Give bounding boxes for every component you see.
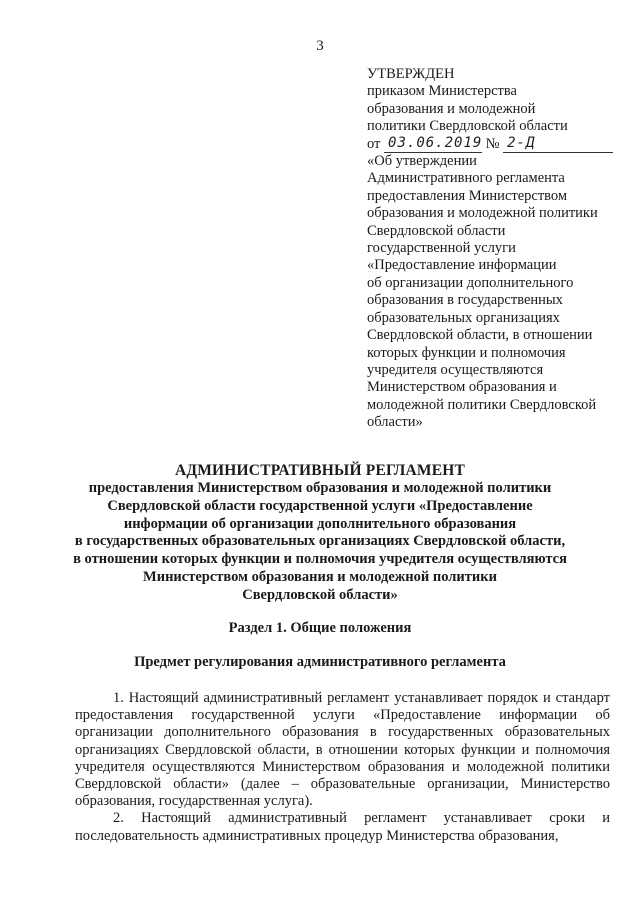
document-subtitle-line: Свердловской области государственной услуги «Предоставление xyxy=(107,497,533,514)
subject-heading: Предмет регулирования административного регламента xyxy=(134,654,506,670)
order-number-field xyxy=(503,134,613,153)
approval-line: Свердловской области, в отношении xyxy=(367,327,593,344)
approval-line: Министерством образования и xyxy=(367,379,557,396)
order-date-handwritten: 03.06.2019 xyxy=(388,134,483,151)
approval-line: об организации дополнительного xyxy=(367,274,574,291)
approval-line: предоставления Министерством xyxy=(367,187,568,204)
order-date-number-row xyxy=(367,136,629,153)
approval-line: которых функции и полномочия xyxy=(367,344,566,361)
document-subtitle-line: в отношении которых функции и полномочия учредителя осуществляются xyxy=(73,551,567,568)
approval-line: «Предоставление информации xyxy=(367,257,557,274)
approval-stamp xyxy=(367,66,629,432)
number-prefix: № xyxy=(485,135,500,152)
body-text xyxy=(75,690,610,845)
page-number: 3 xyxy=(316,38,324,54)
document-title: АДМИНИСТРАТИВНЫЙ РЕГЛАМЕНТ xyxy=(174,462,466,479)
paragraph: 2. Настоящий административный регламент устанавливает сроки и последовательность административных процедур Министерства образования, xyxy=(75,810,610,844)
document-subtitle-line: в государственных образовательных организациях Свердловской области, xyxy=(74,533,566,550)
approval-line: образования в государственных xyxy=(367,292,563,309)
approval-line: «Об утверждении xyxy=(367,153,477,170)
approval-line: Свердловской области xyxy=(367,222,506,239)
approval-line: области» xyxy=(367,414,423,431)
document-subtitle-line: предоставления Министерством образования и молодежной политики xyxy=(88,480,552,496)
document-subtitle-line: Свердловской области» xyxy=(242,586,398,603)
order-number-handwritten: 2-Д xyxy=(507,134,536,151)
approval-line: образования и молодежной xyxy=(367,100,536,117)
approval-line: государственной услуги xyxy=(367,240,516,257)
document-title-block xyxy=(0,461,640,605)
date-prefix: от xyxy=(367,135,381,152)
section-heading: Раздел 1. Общие положения xyxy=(228,620,412,636)
approval-line: молодежной политики Свердловской xyxy=(367,396,597,413)
approval-line: образовательных организациях xyxy=(367,309,560,326)
approval-line: приказом Министерства xyxy=(367,83,517,100)
approval-line: Административного регламента xyxy=(367,170,565,187)
document-subtitle-line: Министерством образования и молодежной политики xyxy=(143,568,497,585)
approval-line: образования и молодежной политики xyxy=(367,205,598,222)
paragraph: 1. Настоящий административный регламент устанавливает порядок и стандарт предоставления государственной услуги «Предоставление информации об организации дополнительного образования в государственных образовательных организациях Свердловской области, в отношении которых функции и полномочия учредителя осуществляются Министерством образования и молодежной политики Свердловской области» (далее – образовательные организации, Министерство образования, государственная услуга). xyxy=(75,690,610,810)
approval-heading: УТВЕРЖДЕН xyxy=(367,66,455,82)
approval-line: учредителя осуществляются xyxy=(367,361,544,378)
document-subtitle-line: информации об организации дополнительного образования xyxy=(123,515,517,532)
order-date-field xyxy=(384,134,483,153)
approval-line: политики Свердловской области xyxy=(367,118,568,135)
